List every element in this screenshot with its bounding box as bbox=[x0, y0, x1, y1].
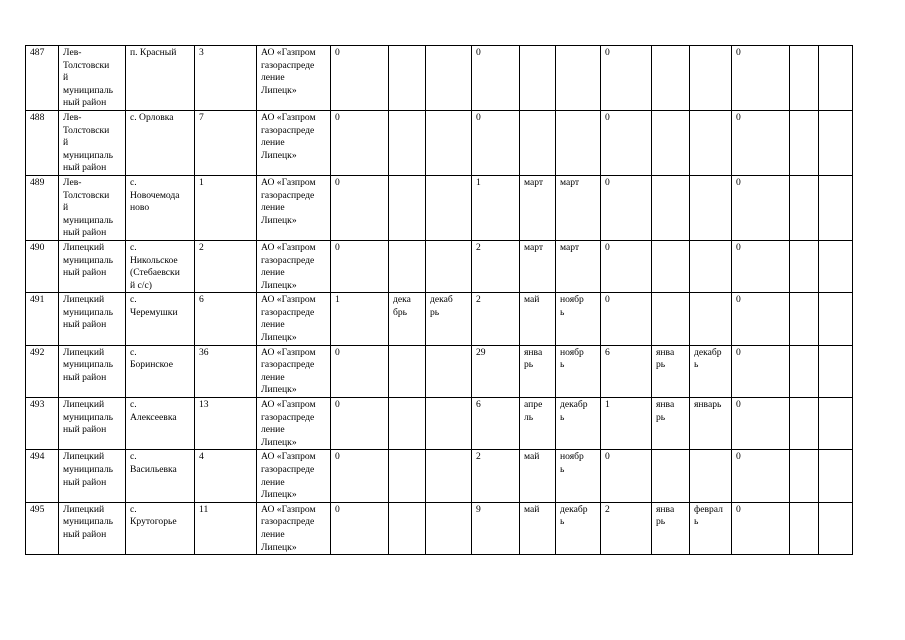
cell-text: янва рь bbox=[656, 503, 675, 528]
cell-c11 bbox=[601, 240, 652, 292]
cell-settlement bbox=[126, 240, 195, 292]
cell-c7 bbox=[426, 502, 472, 554]
cell-text: 0 bbox=[605, 241, 610, 253]
cell-text: ноябр ь bbox=[560, 346, 584, 371]
cell-text: 11 bbox=[199, 503, 209, 515]
cell-c14 bbox=[732, 175, 790, 240]
cell-c9 bbox=[520, 450, 556, 502]
cell-c6 bbox=[389, 110, 426, 175]
cell-org bbox=[257, 110, 331, 175]
cell-text: п. Красный bbox=[130, 47, 177, 58]
cell-settlement bbox=[126, 175, 195, 240]
cell-c13 bbox=[690, 450, 732, 502]
cell-text: 2 bbox=[476, 241, 481, 253]
cell-text: 0 bbox=[605, 294, 610, 306]
cell-c9 bbox=[520, 110, 556, 175]
cell-text: АО «Газпром газораспреде ление Липецк» bbox=[261, 176, 316, 226]
cell-settlement bbox=[126, 46, 195, 111]
cell-c13 bbox=[690, 293, 732, 345]
cell-c6 bbox=[389, 345, 426, 397]
cell-text: с. Алексеевка bbox=[130, 399, 177, 423]
cell-c8 bbox=[472, 46, 520, 111]
cell-org bbox=[257, 175, 331, 240]
cell-district bbox=[59, 293, 126, 345]
cell-district bbox=[59, 110, 126, 175]
cell-c9 bbox=[520, 175, 556, 240]
cell-text: 0 bbox=[736, 346, 741, 358]
cell-c3 bbox=[195, 398, 257, 450]
cell-text: 29 bbox=[476, 346, 486, 358]
cell-text: дека брь bbox=[393, 294, 411, 318]
cell-c15 bbox=[790, 502, 819, 554]
cell-text: 487 bbox=[30, 47, 45, 58]
cell-text: май bbox=[524, 294, 540, 306]
cell-org bbox=[257, 502, 331, 554]
cell-text: 6 bbox=[476, 399, 481, 411]
table-row bbox=[26, 175, 853, 240]
cell-c11 bbox=[601, 398, 652, 450]
cell-c7 bbox=[426, 398, 472, 450]
cell-text: 0 bbox=[736, 176, 741, 188]
cell-text: 0 bbox=[335, 47, 340, 58]
cell-num bbox=[26, 398, 59, 450]
cell-text: 2 bbox=[476, 294, 481, 306]
cell-text: 0 bbox=[335, 111, 340, 123]
cell-text: 2 bbox=[605, 503, 610, 515]
cell-c12 bbox=[652, 240, 690, 292]
cell-text: март bbox=[560, 176, 580, 188]
table-row bbox=[26, 46, 853, 111]
cell-c8 bbox=[472, 175, 520, 240]
cell-c11 bbox=[601, 46, 652, 111]
cell-text: Липецкий муниципаль ный район bbox=[63, 294, 114, 331]
cell-c9 bbox=[520, 345, 556, 397]
cell-c16 bbox=[819, 175, 853, 240]
cell-text: 493 bbox=[30, 399, 45, 411]
cell-c8 bbox=[472, 293, 520, 345]
cell-c12 bbox=[652, 175, 690, 240]
cell-c15 bbox=[790, 398, 819, 450]
cell-c8 bbox=[472, 450, 520, 502]
table-row bbox=[26, 345, 853, 397]
cell-c6 bbox=[389, 450, 426, 502]
cell-text: 0 bbox=[605, 111, 610, 123]
cell-c10 bbox=[556, 398, 601, 450]
cell-c8 bbox=[472, 502, 520, 554]
cell-c12 bbox=[652, 46, 690, 111]
cell-settlement bbox=[126, 502, 195, 554]
cell-num bbox=[26, 175, 59, 240]
cell-text: март bbox=[560, 241, 580, 253]
cell-c13 bbox=[690, 46, 732, 111]
cell-c15 bbox=[790, 345, 819, 397]
cell-c5 bbox=[331, 46, 389, 111]
cell-text: 1 bbox=[199, 176, 204, 188]
cell-district bbox=[59, 398, 126, 450]
cell-text: АО «Газпром газораспреде ление Липецк» bbox=[261, 47, 316, 96]
cell-text: 0 bbox=[476, 111, 481, 123]
table-row bbox=[26, 293, 853, 345]
cell-c5 bbox=[331, 450, 389, 502]
cell-c6 bbox=[389, 240, 426, 292]
cell-text: 0 bbox=[736, 47, 741, 58]
cell-c8 bbox=[472, 240, 520, 292]
cell-org bbox=[257, 46, 331, 111]
cell-text: 0 bbox=[335, 399, 340, 411]
cell-c16 bbox=[819, 110, 853, 175]
cell-c15 bbox=[790, 175, 819, 240]
cell-c7 bbox=[426, 293, 472, 345]
cell-text: 491 bbox=[30, 294, 45, 306]
cell-c8 bbox=[472, 345, 520, 397]
cell-c13 bbox=[690, 345, 732, 397]
cell-c16 bbox=[819, 240, 853, 292]
cell-district bbox=[59, 175, 126, 240]
cell-c5 bbox=[331, 502, 389, 554]
cell-text: декаб рь bbox=[430, 294, 453, 318]
cell-text: Липецкий муниципаль ный район bbox=[63, 451, 114, 488]
cell-text: апре ль bbox=[524, 399, 543, 423]
cell-text: декабр ь bbox=[560, 399, 588, 423]
cell-text: 7 bbox=[199, 111, 204, 123]
cell-c10 bbox=[556, 502, 601, 554]
cell-text: с. Крутогорье bbox=[130, 503, 177, 528]
cell-c9 bbox=[520, 46, 556, 111]
cell-text: 0 bbox=[736, 111, 741, 123]
cell-text: 495 bbox=[30, 503, 45, 515]
cell-c5 bbox=[331, 110, 389, 175]
cell-c16 bbox=[819, 46, 853, 111]
cell-c3 bbox=[195, 293, 257, 345]
cell-c12 bbox=[652, 450, 690, 502]
cell-c12 bbox=[652, 398, 690, 450]
cell-text: 9 bbox=[476, 503, 481, 515]
cell-c13 bbox=[690, 110, 732, 175]
cell-text: АО «Газпром газораспреде ление Липецк» bbox=[261, 399, 316, 448]
cell-text: 488 bbox=[30, 111, 45, 123]
cell-c15 bbox=[790, 46, 819, 111]
cell-text: 489 bbox=[30, 176, 45, 188]
cell-c14 bbox=[732, 110, 790, 175]
cell-c5 bbox=[331, 345, 389, 397]
cell-text: Лев- Толстовски й муниципаль ный район bbox=[63, 176, 114, 239]
cell-c13 bbox=[690, 240, 732, 292]
cell-settlement bbox=[126, 398, 195, 450]
cell-text: с. Никольское (Стебаевски й с/с) bbox=[130, 241, 180, 291]
cell-c12 bbox=[652, 345, 690, 397]
cell-c3 bbox=[195, 345, 257, 397]
cell-c7 bbox=[426, 46, 472, 111]
cell-c5 bbox=[331, 398, 389, 450]
cell-text: 0 bbox=[335, 176, 340, 188]
cell-text: Липецкий муниципаль ный район bbox=[63, 346, 114, 383]
cell-text: 0 bbox=[736, 451, 741, 463]
cell-c10 bbox=[556, 345, 601, 397]
cell-text: 0 bbox=[476, 47, 481, 58]
cell-c10 bbox=[556, 450, 601, 502]
cell-text: АО «Газпром газораспреде ление Липецк» bbox=[261, 294, 316, 344]
cell-text: 1 bbox=[605, 399, 610, 411]
cell-org bbox=[257, 398, 331, 450]
table-row bbox=[26, 502, 853, 554]
cell-district bbox=[59, 46, 126, 111]
cell-district bbox=[59, 502, 126, 554]
cell-c6 bbox=[389, 175, 426, 240]
cell-org bbox=[257, 240, 331, 292]
cell-c10 bbox=[556, 240, 601, 292]
cell-text: Лев- Толстовски й муниципаль ный район bbox=[63, 111, 114, 174]
cell-c15 bbox=[790, 240, 819, 292]
cell-c14 bbox=[732, 345, 790, 397]
cell-num bbox=[26, 293, 59, 345]
cell-text: 0 bbox=[736, 503, 741, 515]
cell-text: АО «Газпром газораспреде ление Липецк» bbox=[261, 503, 316, 553]
cell-num bbox=[26, 502, 59, 554]
cell-num bbox=[26, 345, 59, 397]
cell-text: ноябр ь bbox=[560, 451, 584, 475]
cell-c5 bbox=[331, 293, 389, 345]
cell-c14 bbox=[732, 502, 790, 554]
cell-c7 bbox=[426, 110, 472, 175]
cell-c16 bbox=[819, 502, 853, 554]
cell-c6 bbox=[389, 398, 426, 450]
cell-text: 3 bbox=[199, 47, 204, 58]
cell-settlement bbox=[126, 450, 195, 502]
cell-c15 bbox=[790, 293, 819, 345]
cell-text: янва рь bbox=[656, 346, 675, 371]
cell-text: АО «Газпром газораспреде ление Липецк» bbox=[261, 451, 316, 501]
cell-district bbox=[59, 345, 126, 397]
cell-c7 bbox=[426, 240, 472, 292]
cell-text: март bbox=[524, 241, 544, 253]
cell-text: АО «Газпром газораспреде ление Липецк» bbox=[261, 346, 316, 396]
cell-settlement bbox=[126, 110, 195, 175]
cell-text: 492 bbox=[30, 346, 45, 358]
cell-text: Лев- Толстовски й муниципаль ный район bbox=[63, 47, 114, 109]
cell-text: май bbox=[524, 503, 540, 515]
cell-c7 bbox=[426, 345, 472, 397]
cell-c6 bbox=[389, 46, 426, 111]
cell-c9 bbox=[520, 240, 556, 292]
cell-c16 bbox=[819, 450, 853, 502]
cell-c10 bbox=[556, 175, 601, 240]
cell-c14 bbox=[732, 450, 790, 502]
cell-c11 bbox=[601, 502, 652, 554]
cell-text: 0 bbox=[605, 47, 610, 58]
cell-num bbox=[26, 240, 59, 292]
cell-c3 bbox=[195, 46, 257, 111]
cell-text: ноябр ь bbox=[560, 294, 584, 318]
cell-text: 4 bbox=[199, 451, 204, 463]
cell-org bbox=[257, 293, 331, 345]
cell-text: янва рь bbox=[524, 346, 543, 371]
cell-text: янва рь bbox=[656, 399, 675, 423]
cell-text: 13 bbox=[199, 399, 209, 411]
cell-c5 bbox=[331, 240, 389, 292]
cell-text: декабр ь bbox=[560, 503, 588, 528]
cell-c7 bbox=[426, 175, 472, 240]
cell-c12 bbox=[652, 110, 690, 175]
cell-c9 bbox=[520, 398, 556, 450]
cell-c13 bbox=[690, 175, 732, 240]
cell-text: 0 bbox=[605, 451, 610, 463]
cell-text: с. Васильевка bbox=[130, 451, 177, 475]
cell-c15 bbox=[790, 110, 819, 175]
cell-c13 bbox=[690, 502, 732, 554]
cell-settlement bbox=[126, 293, 195, 345]
cell-text: 6 bbox=[199, 294, 204, 306]
cell-c3 bbox=[195, 450, 257, 502]
cell-c12 bbox=[652, 293, 690, 345]
cell-text: с. Новочемода ново bbox=[130, 176, 180, 214]
cell-c7 bbox=[426, 450, 472, 502]
cell-text: Липецкий муниципаль ный район bbox=[63, 503, 114, 540]
cell-c14 bbox=[732, 398, 790, 450]
cell-c15 bbox=[790, 450, 819, 502]
cell-district bbox=[59, 240, 126, 292]
cell-c16 bbox=[819, 345, 853, 397]
table-row bbox=[26, 240, 853, 292]
cell-text: 0 bbox=[736, 294, 741, 306]
cell-num bbox=[26, 46, 59, 111]
cell-c14 bbox=[732, 293, 790, 345]
cell-c3 bbox=[195, 175, 257, 240]
cell-text: январь bbox=[694, 399, 722, 411]
table-row bbox=[26, 398, 853, 450]
cell-text: 0 bbox=[335, 503, 340, 515]
gasification-table bbox=[25, 45, 853, 555]
cell-text: 0 bbox=[335, 241, 340, 253]
cell-c8 bbox=[472, 110, 520, 175]
cell-text: феврал ь bbox=[694, 503, 723, 528]
cell-text: с. Орловка bbox=[130, 111, 174, 123]
cell-num bbox=[26, 110, 59, 175]
cell-text: 1 bbox=[476, 176, 481, 188]
cell-text: 2 bbox=[476, 451, 481, 463]
cell-c11 bbox=[601, 450, 652, 502]
cell-text: 0 bbox=[605, 176, 610, 188]
cell-text: 1 bbox=[335, 294, 340, 306]
cell-c10 bbox=[556, 110, 601, 175]
cell-org bbox=[257, 345, 331, 397]
cell-org bbox=[257, 450, 331, 502]
cell-text: март bbox=[524, 176, 544, 188]
cell-c16 bbox=[819, 398, 853, 450]
cell-text: Липецкий муниципаль ный район bbox=[63, 399, 114, 436]
cell-text: 494 bbox=[30, 451, 45, 463]
cell-c11 bbox=[601, 293, 652, 345]
cell-c6 bbox=[389, 293, 426, 345]
cell-text: 490 bbox=[30, 241, 45, 253]
cell-text: 6 bbox=[605, 346, 610, 358]
table-row bbox=[26, 110, 853, 175]
cell-c6 bbox=[389, 502, 426, 554]
cell-text: 0 bbox=[736, 241, 741, 253]
cell-text: май bbox=[524, 451, 540, 463]
cell-settlement bbox=[126, 345, 195, 397]
cell-text: 2 bbox=[199, 241, 204, 253]
cell-c14 bbox=[732, 46, 790, 111]
cell-text: с. Боринское bbox=[130, 346, 173, 371]
cell-c16 bbox=[819, 293, 853, 345]
table-body bbox=[26, 46, 853, 555]
cell-text: АО «Газпром газораспреде ление Липецк» bbox=[261, 241, 316, 291]
cell-text: Липецкий муниципаль ный район bbox=[63, 241, 114, 279]
cell-c9 bbox=[520, 293, 556, 345]
cell-c11 bbox=[601, 110, 652, 175]
cell-num bbox=[26, 450, 59, 502]
cell-c8 bbox=[472, 398, 520, 450]
cell-c11 bbox=[601, 345, 652, 397]
cell-text: с. Черемушки bbox=[130, 294, 178, 318]
cell-text: 0 bbox=[335, 451, 340, 463]
cell-text: декабр ь bbox=[694, 346, 722, 371]
cell-text: 0 bbox=[335, 346, 340, 358]
cell-c3 bbox=[195, 110, 257, 175]
cell-c12 bbox=[652, 502, 690, 554]
cell-c9 bbox=[520, 502, 556, 554]
table-row bbox=[26, 450, 853, 502]
cell-c10 bbox=[556, 293, 601, 345]
cell-c11 bbox=[601, 175, 652, 240]
cell-text: 36 bbox=[199, 346, 209, 358]
cell-text: АО «Газпром газораспреде ление Липецк» bbox=[261, 111, 316, 161]
cell-c14 bbox=[732, 240, 790, 292]
cell-text: 0 bbox=[736, 399, 741, 411]
cell-c5 bbox=[331, 175, 389, 240]
cell-c13 bbox=[690, 398, 732, 450]
cell-c3 bbox=[195, 240, 257, 292]
cell-c3 bbox=[195, 502, 257, 554]
cell-district bbox=[59, 450, 126, 502]
cell-c10 bbox=[556, 46, 601, 111]
